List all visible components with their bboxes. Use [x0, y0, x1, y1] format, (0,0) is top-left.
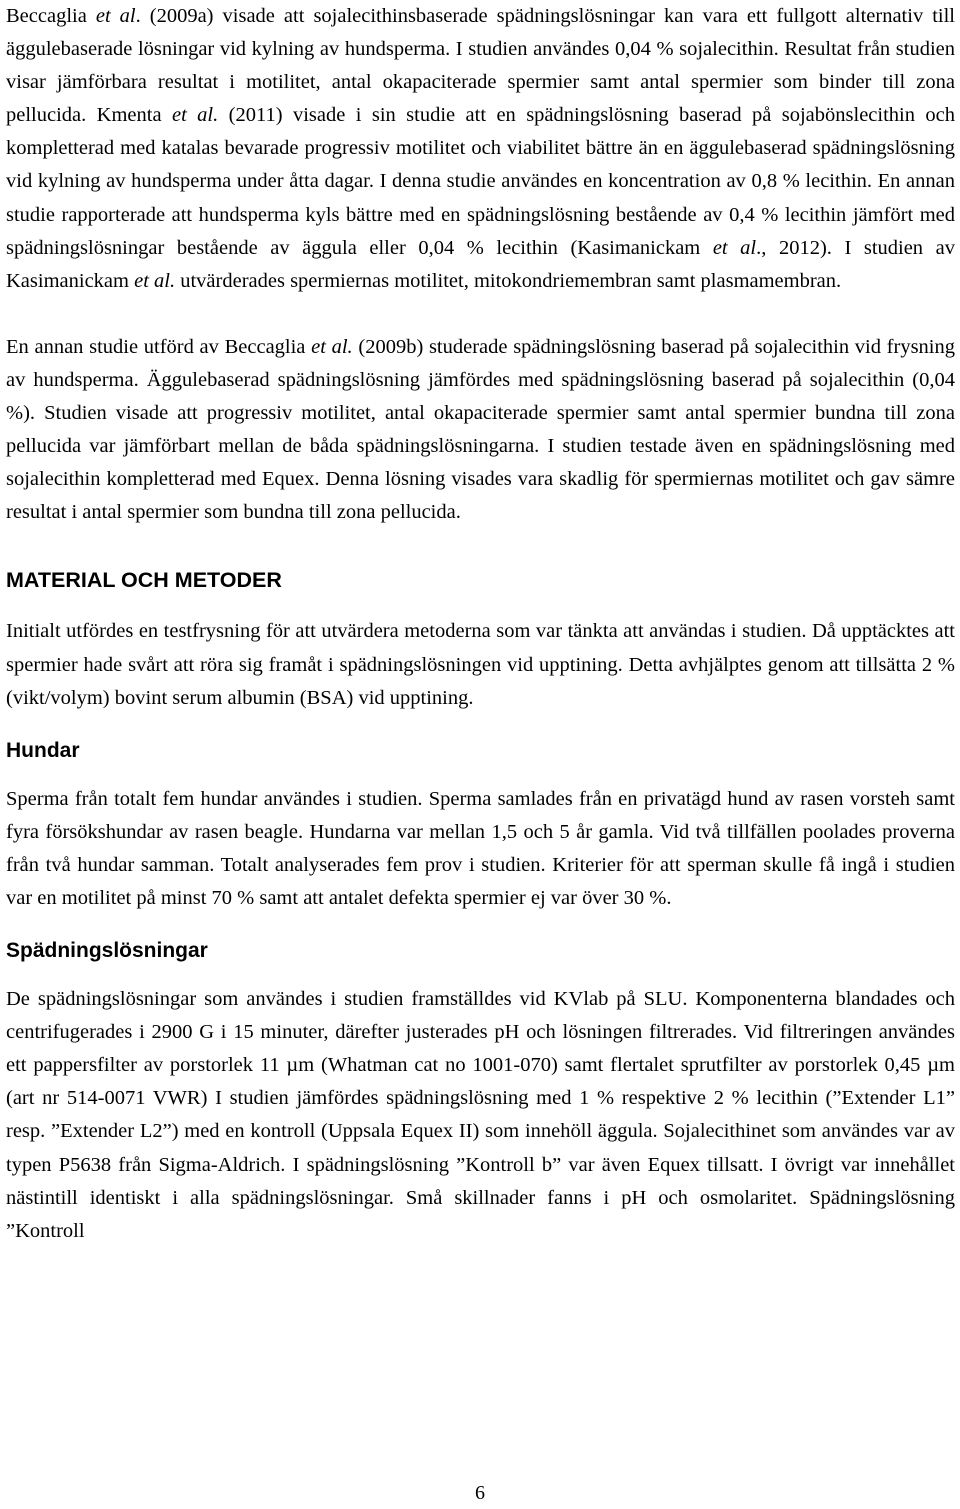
- paragraph-material-och-metoder: Initialt utfördes en testfrysning för att utvärdera metoderna som var tänkta att användas i studien. Då upptäcktes att spermier hade svårt att röra sig framåt i spädningslösningen vid upptining. Detta avhjälptes genom att tillsätta 2 % (vikt/volym) bovint serum albumin (BSA) vid upptining.: [6, 620, 955, 709]
- paragraph-beccaglia-2009b: En annan studie utförd av Beccaglia et al. (2009b) studerade spädningslösning baserad på sojalecithin vid frysning av hundsperma. Äggulebaserad spädningslösning jämfördes med spädningslösning baserad på sojalecithin (0,04 %). Studien visade att progressiv motilitet, antal okapaciterade spermier samt antal spermier bundna till zona pellucida var jämförbart mellan de båda spädningslösningarna. I studien testade även en spädningslösning med sojalecithin kompletterad med Equex. Denna lösning visades vara skadlig för spermiernas motilitet och gav sämre resultat i antal spermier som bundna till zona pellucida.: [6, 335, 955, 524]
- paragraph-beccaglia-2009a: Beccaglia et al. (2009a) visade att sojalecithinsbaserade spädningslösningar kan vara ett fullgott alternativ till äggulebaserade lösningar vid kylning av hundsperma. I studien användes 0,04 % sojalecithin. Resultat från studien visar jämförbara resultat i motilitet, antal okapaciterade spermier samt antal spermier som binder till zona pellucida. Kmenta et al. (2011) visade i sin studie att en spädningslösning baserad på sojabönslecithin och kompletterad med katalas bevarade progressiv motilitet och viabilitet bättre än en äggulebaserad spädningslösning vid kylning av hundsperma under åtta dagar. I denna studie användes en koncentration av 0,8 % lecithin. En annan studie rapporterade att hundsperma kyls bättre med en spädningslösning bestående av 0,4 % lecithin jämfört med spädningslösningar bestående av äggula eller 0,04 % lecithin (Kasimanickam et al., 2012). I studien av Kasimanickam et al. utvärderades spermiernas motilitet, mitokondriemembran samt plasmamembran.: [6, 5, 955, 292]
- paragraph-hundar: Sperma från totalt fem hundar användes i studien. Sperma samlades från en privatägd hund av rasen vorsteh samt fyra försökshundar av rasen beagle. Hundarna var mellan 1,5 och 5 år gamla. Vid två tillfällen poolades proverna från två hundar samman. Totalt analyserades fem prov i studien. Kriterier för att sperman skulle få ingå i studien var en motilitet på minst 70 % samt att antalet defekta spermier ej var över 30 %.: [6, 787, 955, 909]
- section-heading-spadningslosningar: Spädningslösningar: [6, 939, 208, 963]
- paragraph-spadningslosningar: De spädningslösningar som användes i studien framställdes vid KVlab på SLU. Komponenterna blandades och centrifugerades i 2900 G i 15 minuter, därefter justerades pH och lösningen filtrerades. Vid filtreringen användes ett pappersfilter av porstorlek 11 µm (Whatman cat no 1001-070) samt flertalet sprutfilter av porstorlek 0,45 µm (art nr 514-0071 VWR) I studien jämfördes spädningslösning med 1 % respektive 2 % lecithin (”Extender L1” resp. ”Extender L2”) med en kontroll (Uppsala Equex II) som innehöll äggula. Sojalecithinet som användes var av typen P5638 från Sigma-Aldrich. I spädningslösning ”Kontroll b” var även Equex tillsatt. I övrigt var innehållet nästintill identiskt i alla spädningslösningar. Små skillnader fanns i pH och osmolaritet. Spädningslösning ”Kontroll: [6, 988, 955, 1242]
- section-heading-hundar: Hundar: [6, 738, 80, 762]
- document-page: [6, 0, 955, 1248]
- section-heading-material-och-metoder: MATERIAL OCH METODER: [6, 568, 282, 593]
- page-number: 6: [475, 1482, 485, 1504]
